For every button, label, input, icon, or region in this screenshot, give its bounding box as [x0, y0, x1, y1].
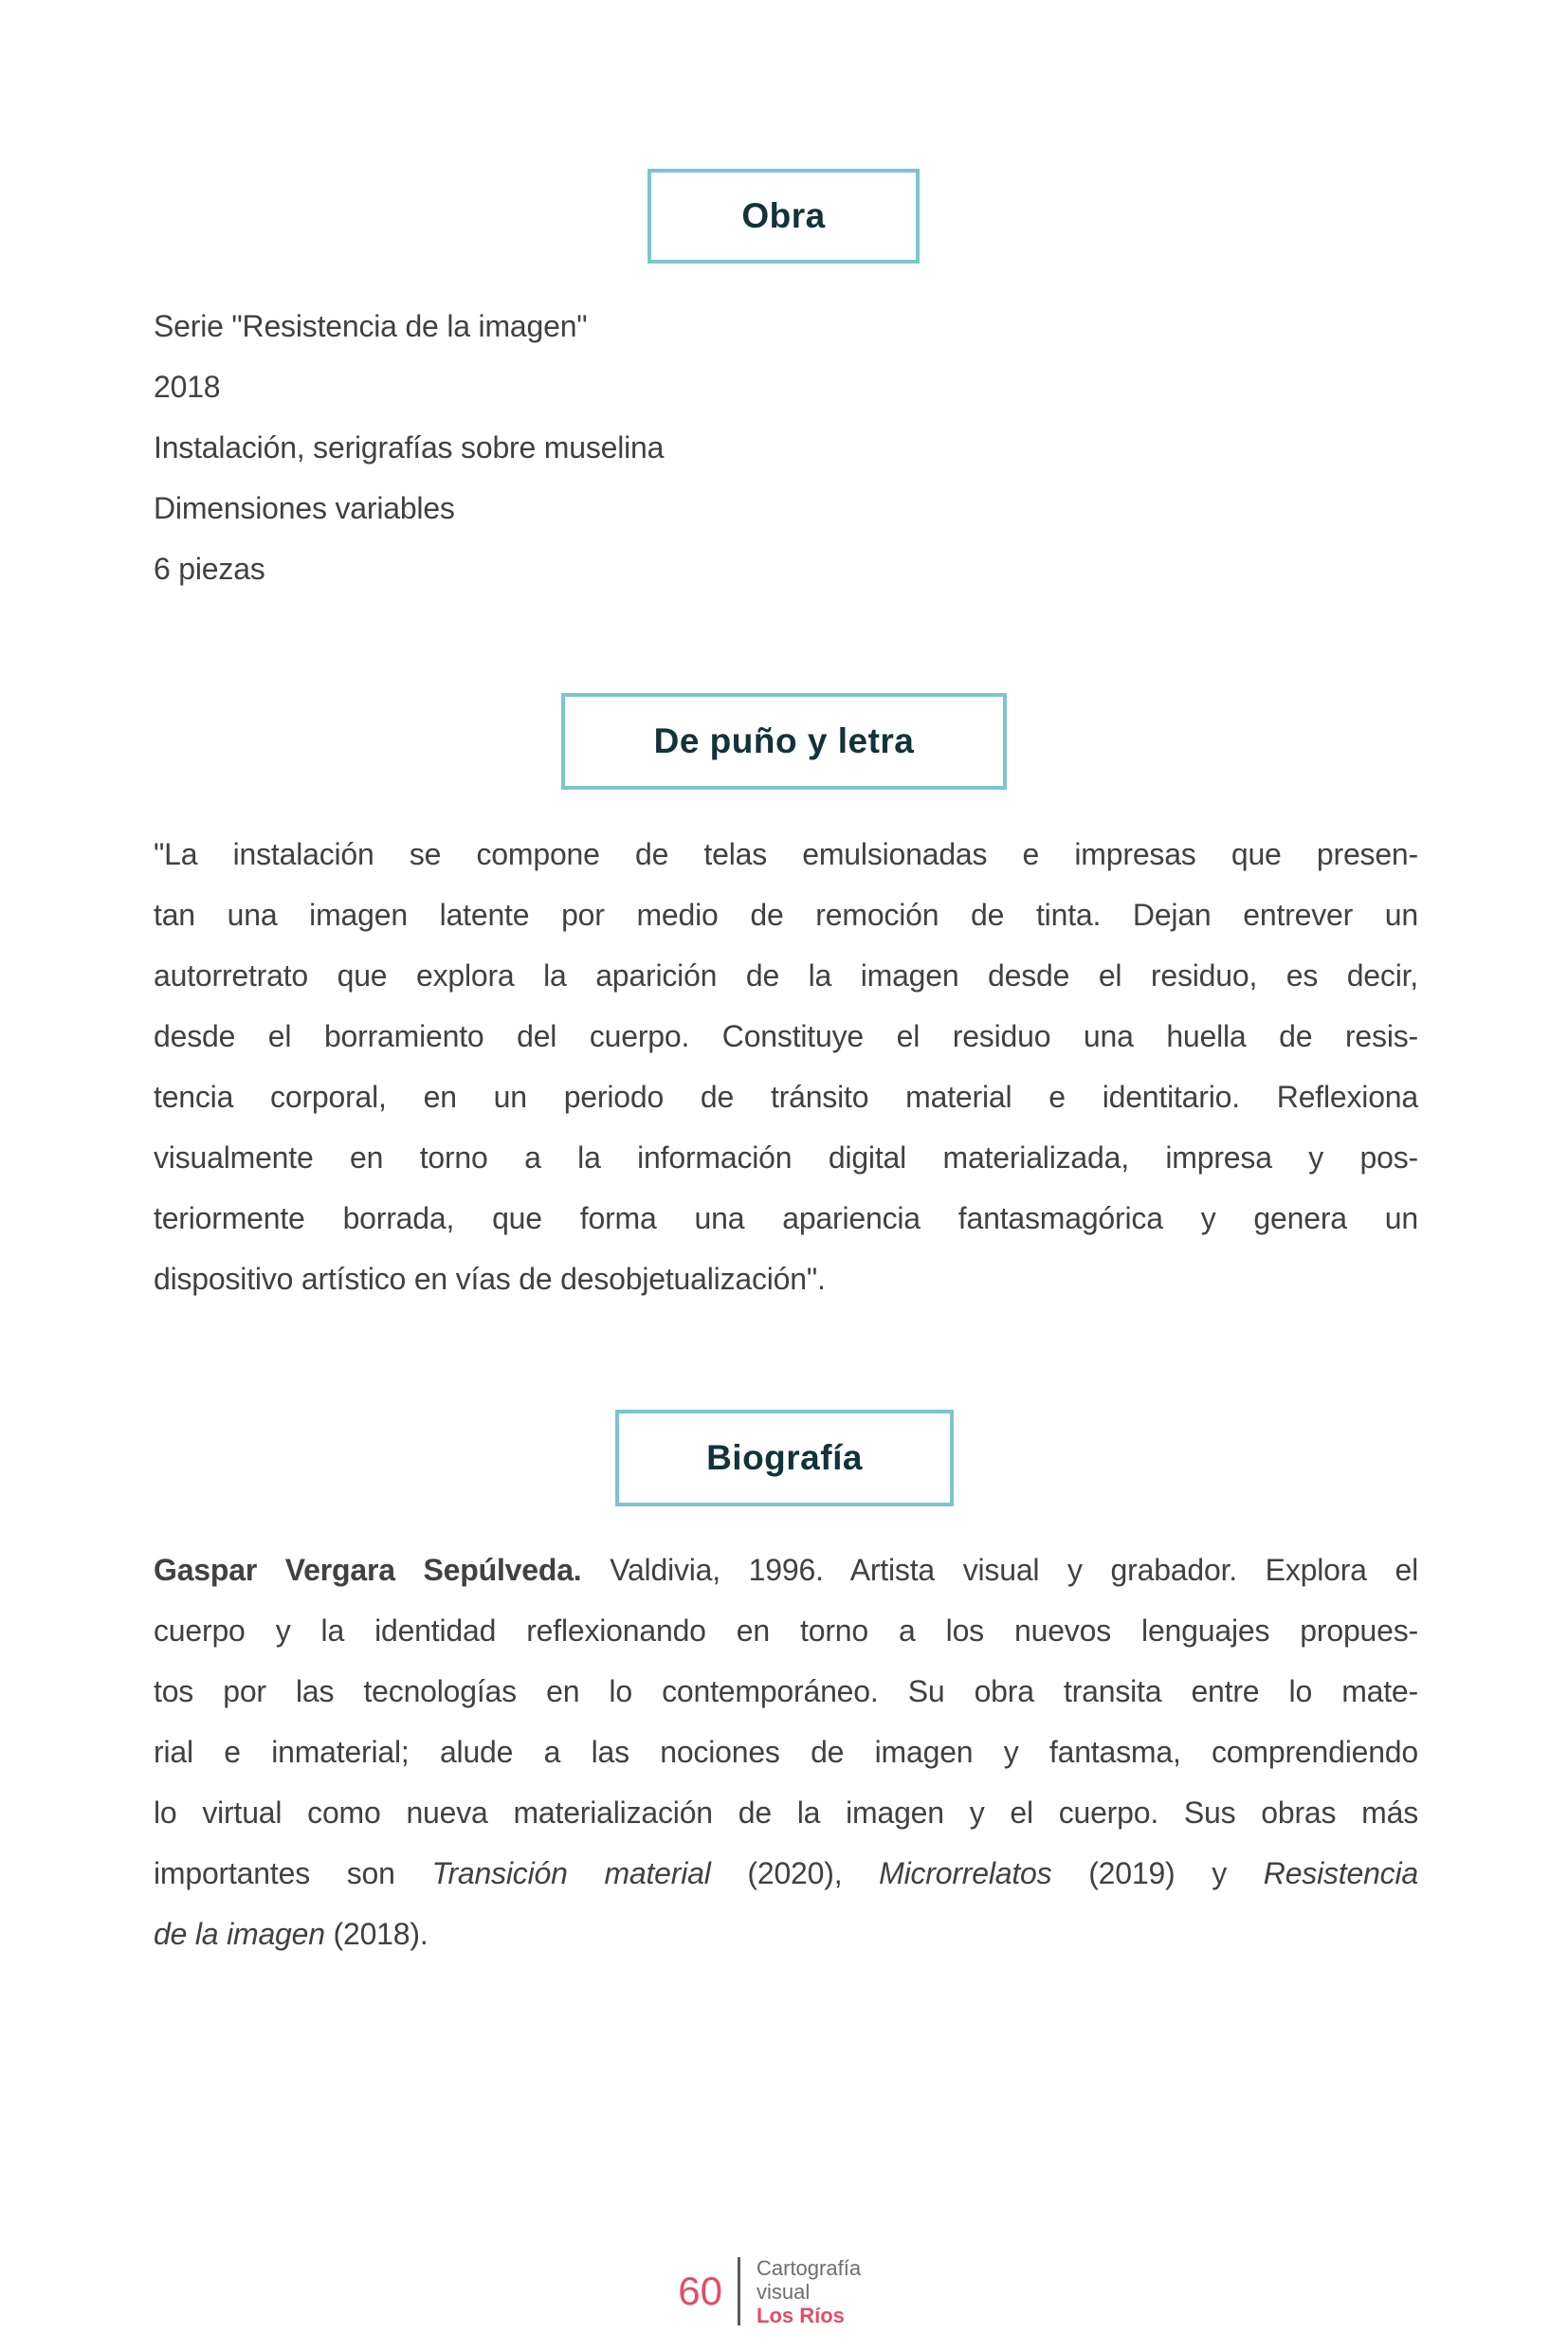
- bio-text: (2019) y: [1051, 1856, 1264, 1890]
- obra-info-line: Dimensiones variables: [154, 491, 455, 525]
- footer-brand-line-1: Cartografía: [757, 2255, 862, 2280]
- bio-text: (2020),: [710, 1856, 880, 1890]
- work-title: Transición material: [431, 1856, 711, 1890]
- section-heading-de-puno-y-letra: De puño y letra: [653, 721, 915, 760]
- footer-brand-line-2: visual: [757, 2279, 811, 2304]
- section-heading-box-biografia: [615, 1410, 954, 1506]
- bio-line: lo virtual como nueva materialización de la imagen y el cuerpo. Sus obras más: [154, 1796, 1418, 1830]
- bio-line: rial e inmaterial; alude a las nociones de imagen y fantasma, comprendiendo: [154, 1735, 1418, 1769]
- obra-info-block: [154, 296, 1418, 599]
- artist-name: Gaspar Vergara Sepúlveda.: [154, 1553, 582, 1587]
- bio-line: [154, 1904, 1418, 1964]
- work-title: Resistencia: [1263, 1856, 1418, 1890]
- quote-paragraph: [154, 824, 1418, 1309]
- page-footer: [662, 2254, 861, 2328]
- bio-line: [154, 1540, 1418, 1600]
- obra-info-line: 6 piezas: [154, 552, 265, 586]
- bio-text: importantes son: [154, 1856, 432, 1890]
- obra-info-line: Serie "Resistencia de la imagen": [154, 309, 588, 343]
- quote-line: teriormente borrada, que forma una apariencia fantasmagórica y genera un: [154, 1201, 1418, 1235]
- footer-brand-line-3: Los Ríos: [757, 2303, 845, 2327]
- section-heading-obra: Obra: [741, 196, 826, 235]
- footer-brand: [740, 2256, 861, 2327]
- biography-paragraph: [154, 1540, 1418, 1964]
- page-number: 60: [678, 2269, 722, 2313]
- work-title: Microrrelatos: [879, 1856, 1052, 1890]
- section-heading-box-de-puno-y-letra: [561, 693, 1007, 790]
- obra-info-line: 2018: [154, 370, 221, 404]
- quote-line: dispositivo artístico en vías de desobjetualización".: [154, 1262, 826, 1296]
- bio-line: [154, 1843, 1418, 1904]
- quote-line: tencia corporal, en un periodo de tránsito material e identitario. Reflexiona: [154, 1080, 1418, 1114]
- obra-info-line: Instalación, serigrafías sobre muselina: [154, 430, 665, 465]
- bio-line: tos por las tecnologías en lo contemporáneo. Su obra transita entre lo mate-: [154, 1674, 1418, 1708]
- work-title: de la imagen: [154, 1917, 325, 1951]
- bio-line: cuerpo y la identidad reflexionando en torno a los nuevos lenguajes propues-: [154, 1614, 1418, 1648]
- section-heading-biografia: Biografía: [706, 1438, 863, 1477]
- quote-line: tan una imagen latente por medio de remoción de tinta. Dejan entrever un: [154, 898, 1418, 932]
- bio-text: (2018).: [324, 1917, 428, 1951]
- quote-line: desde el borramiento del cuerpo. Constituye el residuo una huella de resis-: [154, 1019, 1418, 1053]
- bio-text: Valdivia, 1996. Artista visual y grabador. Explora el: [581, 1553, 1418, 1587]
- quote-line: visualmente en torno a la información digital materializada, impresa y pos-: [154, 1140, 1418, 1175]
- quote-line: "La instalación se compone de telas emulsionadas e impresas que presen-: [154, 837, 1418, 871]
- section-heading-box-obra: [647, 169, 920, 264]
- quote-line: autorretrato que explora la aparición de la imagen desde el residuo, es decir,: [154, 958, 1418, 993]
